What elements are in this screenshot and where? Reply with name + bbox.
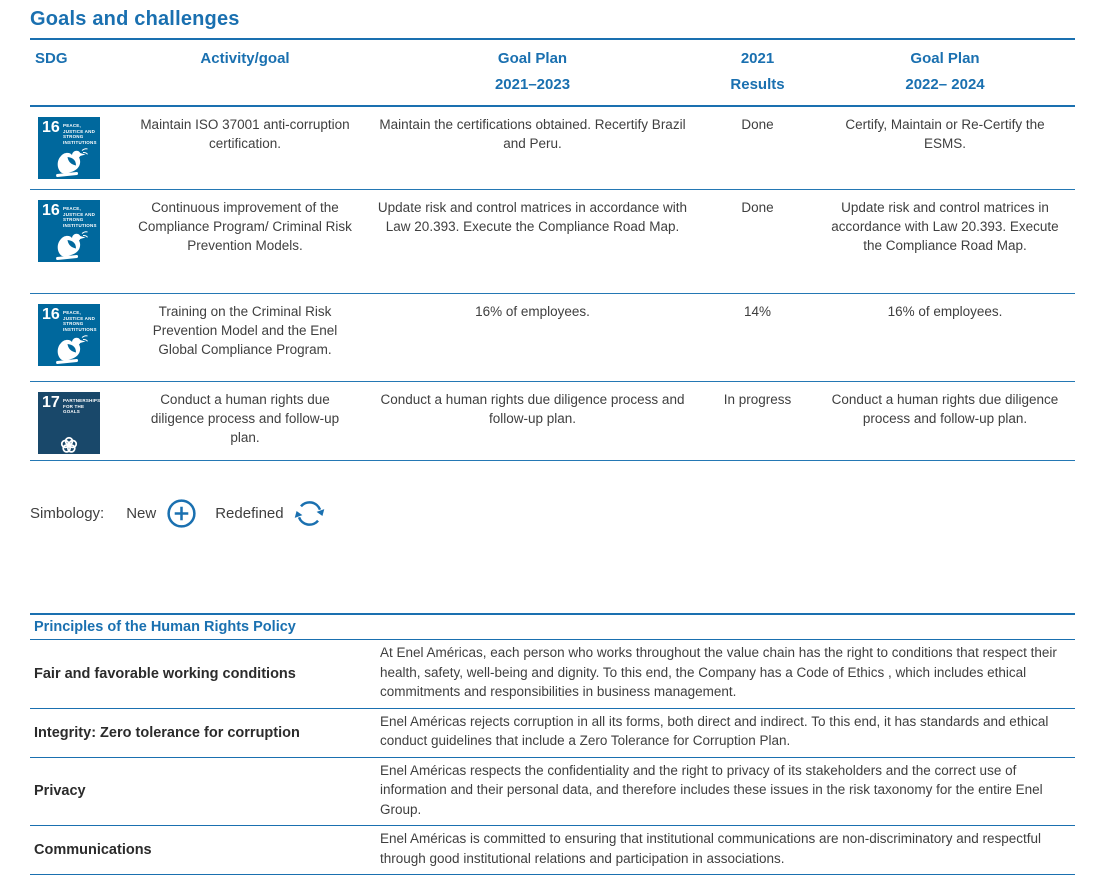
dove-on-gavel-icon bbox=[49, 225, 89, 261]
plan-2022-2024-cell: Update risk and control matrices in accordance with Law 20.393. Execute the Compliance Road Map. bbox=[831, 200, 1059, 253]
column-header-sdg: SDG bbox=[35, 50, 68, 67]
sdg-cell bbox=[30, 302, 125, 375]
principle-name: Communications bbox=[34, 842, 152, 858]
plus-circle-icon bbox=[166, 498, 197, 529]
table-row bbox=[30, 294, 1075, 382]
principle-description: Enel Américas is committed to ensuring that institutional communications are non-discriminatory and respectful through good institutional relations and participation in associations. bbox=[380, 831, 1042, 866]
principles-table bbox=[30, 613, 1075, 875]
table-row bbox=[30, 382, 1075, 461]
sdg-cell bbox=[30, 115, 125, 183]
column-header-activity: Activity/goal bbox=[200, 50, 290, 67]
activity-cell: Maintain ISO 37001 anti-corruption certification. bbox=[140, 117, 350, 151]
table-row bbox=[30, 758, 1075, 827]
plan-2021-2023-cell: Update risk and control matrices in accordance with Law 20.393. Execute the Compliance Road Map. bbox=[377, 200, 688, 234]
principle-description: Enel Américas rejects corruption in all its forms, both direct and indirect. To this end, it has standards and ethical conduct guidelines that include a Zero Tolerance for Corruption Plan. bbox=[380, 713, 1049, 748]
five-rings-emblem-icon bbox=[49, 425, 89, 454]
principle-name: Fair and favorable working conditions bbox=[34, 665, 296, 682]
results-2021-cell: Done bbox=[741, 117, 774, 132]
table-row bbox=[30, 190, 1075, 294]
sdg-cell bbox=[30, 390, 125, 454]
plan-2022-2024-cell: 16% of employees. bbox=[887, 304, 1003, 319]
principles-table-title: Principles of the Human Rights Policy bbox=[30, 615, 1075, 640]
principle-description: At Enel Américas, each person who works throughout the value chain has the right to conditions that respect their health, safety, well-being and dignity. To this end, the Company has a Code of Ethics , which includes ethical commitments and responsibilities in business management. bbox=[380, 645, 1057, 699]
activity-cell: Conduct a human rights due diligence process and follow-up plan. bbox=[150, 392, 340, 445]
sdg-16-peace-justice-icon: 16 PEACE, JUSTICE AND STRONG INSTITUTIONS bbox=[38, 304, 100, 366]
plan-2021-2023-cell: Maintain the certifications obtained. Recertify Brazil and Peru. bbox=[379, 117, 686, 151]
symbology-redefined-label: Redefined bbox=[215, 504, 284, 522]
plan-2022-2024-cell: Certify, Maintain or Re-Certify the ESMS. bbox=[845, 117, 1045, 151]
sdg-16-peace-justice-icon: 16 PEACE, JUSTICE AND STRONG INSTITUTIONS bbox=[38, 117, 100, 179]
results-2021-cell: 14% bbox=[743, 304, 772, 319]
symbology-new-label: New bbox=[126, 504, 157, 522]
column-header-goal-plan-2022-2024: Goal Plan 2022– 2024 bbox=[905, 50, 985, 93]
sdg-16-peace-justice-icon: 16 PEACE, JUSTICE AND STRONG INSTITUTIONS bbox=[38, 200, 100, 262]
table-row bbox=[30, 709, 1075, 758]
dove-on-gavel-icon bbox=[49, 142, 89, 178]
dove-on-gavel-icon bbox=[49, 329, 89, 365]
goals-table bbox=[30, 38, 1075, 461]
results-2021-cell: Done bbox=[741, 200, 774, 215]
sdg-17-partnerships-icon: 17 PARTNERSHIPS FOR THE GOALS bbox=[38, 392, 100, 454]
table-row bbox=[30, 640, 1075, 709]
activity-cell: Training on the Criminal Risk Prevention Model and the Enel Global Compliance Program. bbox=[152, 304, 338, 357]
symbology-legend bbox=[30, 497, 1075, 529]
results-2021-cell: In progress bbox=[723, 392, 792, 407]
plan-2021-2023-cell: 16% of employees. bbox=[475, 304, 590, 319]
goals-table-header bbox=[30, 40, 1075, 107]
principle-name: Privacy bbox=[34, 783, 86, 800]
page-title: Goals and challenges bbox=[30, 8, 240, 30]
column-header-goal-plan-2021-2023: Goal Plan 2021–2023 bbox=[494, 50, 571, 93]
activity-cell: Continuous improvement of the Compliance Program/ Criminal Risk Prevention Models. bbox=[138, 200, 352, 253]
sdg-cell bbox=[30, 198, 125, 287]
column-header-2021-results: 2021 Results bbox=[730, 50, 785, 93]
table-row bbox=[30, 107, 1075, 190]
plan-2021-2023-cell: Conduct a human rights due diligence process and follow-up plan. bbox=[380, 392, 685, 426]
symbology-label: Simbology: bbox=[30, 504, 105, 522]
plan-2022-2024-cell: Conduct a human rights due diligence process and follow-up plan. bbox=[831, 392, 1059, 426]
principle-name: Integrity: Zero tolerance for corruption bbox=[34, 724, 300, 741]
refresh-icon bbox=[294, 498, 325, 529]
table-row bbox=[30, 826, 1075, 875]
principle-description: Enel Américas respects the confidentiality and the right to privacy of its stakeholders and the correct use of information and their personal data, and therefore includes these issues in the risk taxonomy for the entire Enel Group. bbox=[380, 762, 1043, 817]
